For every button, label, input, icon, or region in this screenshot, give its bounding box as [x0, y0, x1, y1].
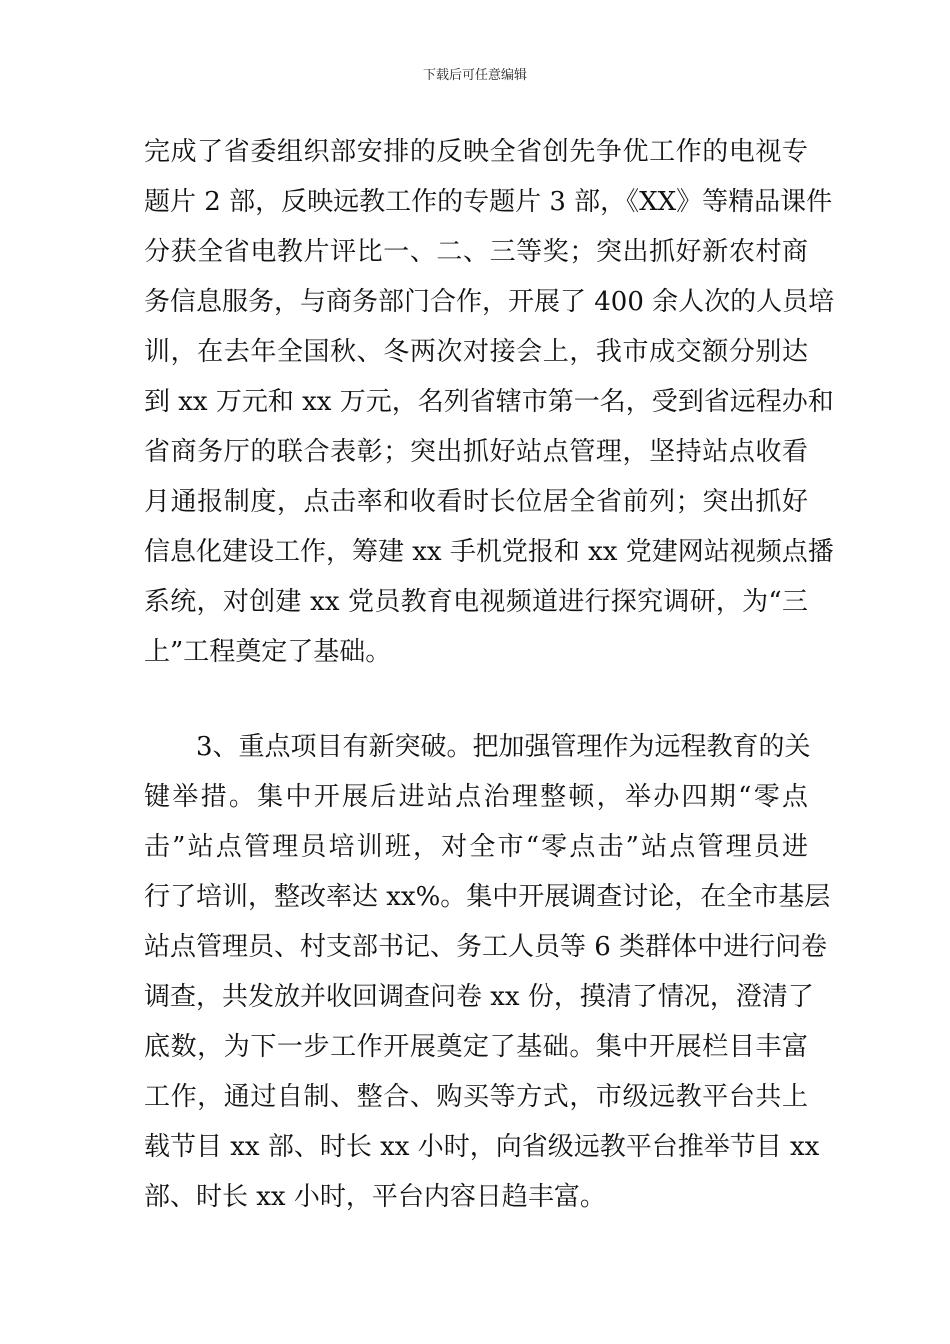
paragraph-line: 完成了省委组织部安排的反映全省创先争优工作的电视专	[144, 137, 808, 167]
paragraph-line: 部、时长 xx 小时，平台内容日趋丰富。	[144, 1182, 606, 1212]
paragraph-line: 3、重点项目有新突破。把加强管理作为远程教育的关	[144, 732, 811, 762]
paragraph-line: 键举措。集中开展后进站点治理整顿，举办四期“零点	[144, 782, 808, 812]
paragraph-line: 工作，通过自制、整合、购买等方式，市级远教平台共上	[144, 1082, 808, 1112]
paragraph-line: 分获全省电教片评比一、二、三等奖；突出抓好新农村商	[144, 237, 808, 267]
header-note: 下载后可任意编辑	[422, 68, 527, 83]
paragraph-line: 击”站点管理员培训班，对全市“零点击”站点管理员进	[144, 832, 808, 862]
paragraph-line: 训，在去年全国秋、冬两次对接会上，我市成交额分别达	[144, 337, 808, 367]
paragraph-line: 系统，对创建 xx 党员教育电视频道进行探究调研，为“三	[144, 587, 808, 617]
paragraph-line: 上”工程奠定了基础。	[144, 637, 392, 667]
paragraph-1	[144, 127, 835, 677]
paragraph-line: 到 xx 万元和 xx 万元，名列省辖市第一名，受到省远程办和	[144, 387, 834, 417]
paragraph-line: 省商务厅的联合表彰；突出抓好站点管理，坚持站点收看	[144, 437, 808, 467]
paragraph-2	[144, 722, 831, 1222]
paragraph-line: 信息化建设工作，筹建 xx 手机党报和 xx 党建网站视频点播	[144, 537, 834, 567]
paragraph-line: 题片 2 部，反映远教工作的专题片 3 部，《XX》等精品课件	[144, 187, 833, 217]
paragraph-line: 站点管理员、村支部书记、务工人员等 6 类群体中进行问卷	[144, 932, 828, 962]
paragraph-line: 行了培训，整改率达 xx%。集中开展调查讨论，在全市基层	[144, 882, 831, 912]
paragraph-line: 务信息服务，与商务部门合作，开展了 400 余人次的人员培	[144, 287, 835, 317]
paragraph-line: 底数，为下一步工作开展奠定了基础。集中开展栏目丰富	[144, 1032, 808, 1062]
paragraph-line: 月通报制度，点击率和收看时长位居全省前列；突出抓好	[144, 487, 808, 517]
paragraph-line: 载节目 xx 部、时长 xx 小时，向省级远教平台推举节目 xx	[144, 1132, 820, 1162]
paragraph-line: 调查，共发放并收回调查问卷 xx 份，摸清了情况，澄清了	[144, 982, 814, 1012]
